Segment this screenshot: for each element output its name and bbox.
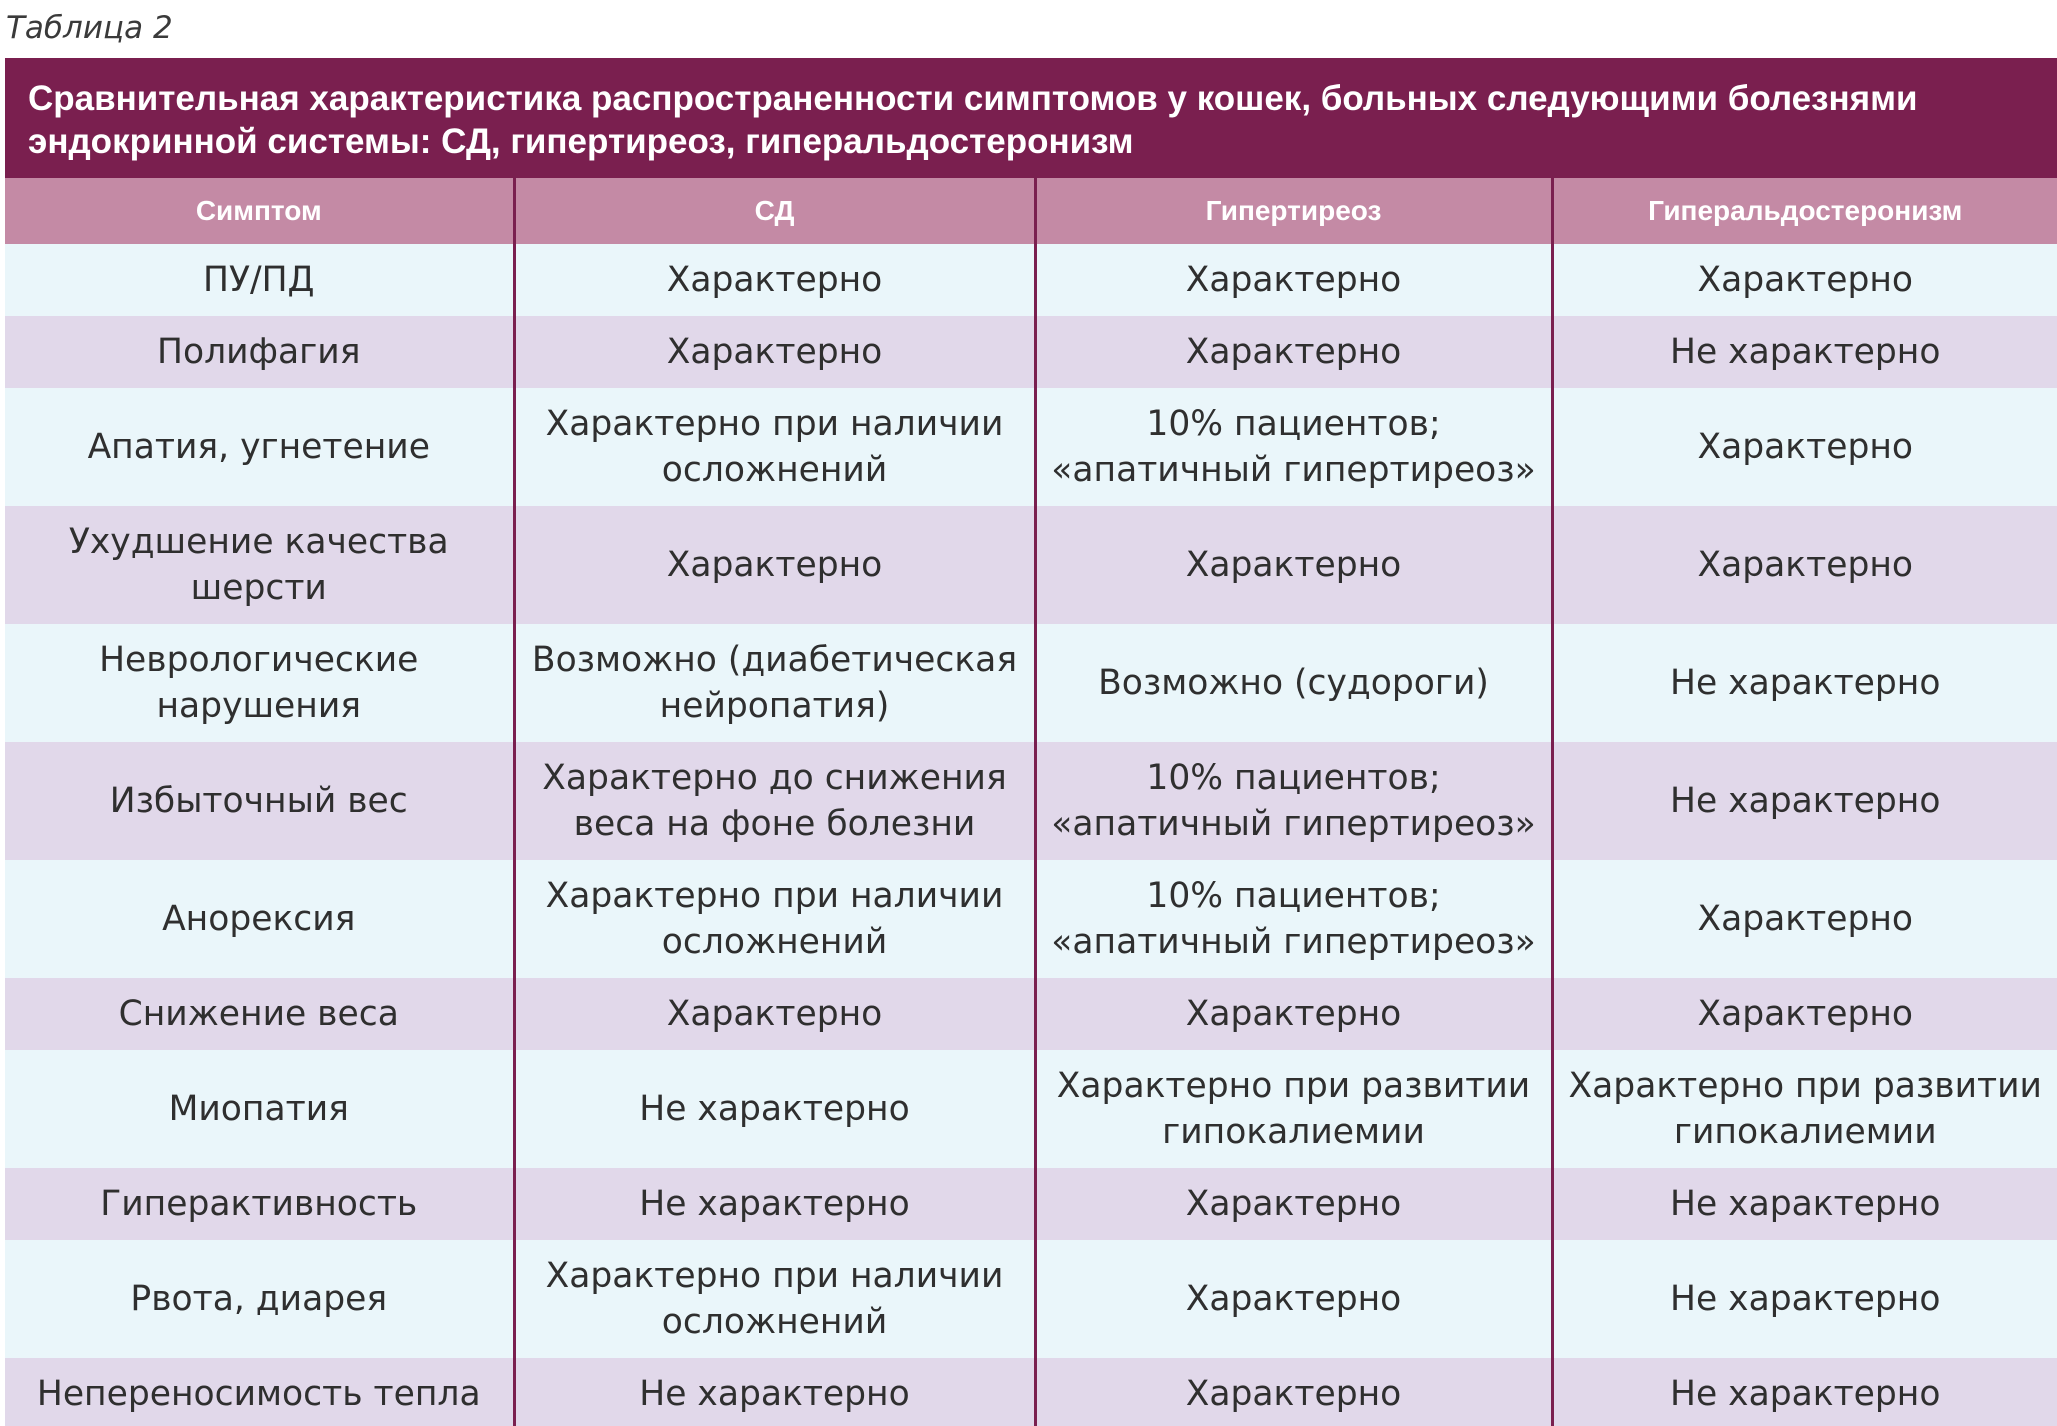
- header-diabetes: СД: [514, 178, 1035, 244]
- header-symptom: Симптом: [5, 178, 514, 244]
- table-row: [5, 624, 2057, 742]
- cell-hyperthyroidism: Характерно: [1035, 978, 1552, 1050]
- cell-hyperthyroidism: 10% пациентов; «апатичный гипертиреоз»: [1035, 388, 1552, 506]
- cell-symptom: Ухудшение качества шерсти: [5, 506, 514, 624]
- table-row: [5, 1240, 2057, 1358]
- cell-symptom: Анорексия: [5, 860, 514, 978]
- table-row: [5, 978, 2057, 1050]
- cell-symptom: Избыточный вес: [5, 742, 514, 860]
- cell-hyperthyroidism: Характерно при развитии гипокалиемии: [1035, 1050, 1552, 1168]
- table-row: [5, 244, 2057, 316]
- cell-hyperthyroidism: Характерно: [1035, 506, 1552, 624]
- cell-hyperthyroidism: Характерно: [1035, 316, 1552, 388]
- table-row: [5, 860, 2057, 978]
- cell-symptom: Снижение веса: [5, 978, 514, 1050]
- header-hyperthyroidism: Гипертиреоз: [1035, 178, 1552, 244]
- cell-hyperaldosteronism: Не характерно: [1552, 1168, 2057, 1240]
- cell-hyperaldosteronism: Не характерно: [1552, 624, 2057, 742]
- cell-symptom: Рвота, диарея: [5, 1240, 514, 1358]
- cell-hyperaldosteronism: Характерно: [1552, 244, 2057, 316]
- cell-hyperaldosteronism: Характерно: [1552, 860, 2057, 978]
- cell-hyperthyroidism: Характерно: [1035, 1168, 1552, 1240]
- cell-symptom: Гиперактивность: [5, 1168, 514, 1240]
- cell-diabetes: Характерно при наличии осложнений: [514, 1240, 1035, 1358]
- cell-hyperaldosteronism: Не характерно: [1552, 742, 2057, 860]
- cell-diabetes: Не характерно: [514, 1358, 1035, 1426]
- cell-symptom: Апатия, угнетение: [5, 388, 514, 506]
- cell-hyperthyroidism: 10% пациентов; «апатичный гипертиреоз»: [1035, 860, 1552, 978]
- cell-hyperaldosteronism: Характерно: [1552, 978, 2057, 1050]
- cell-symptom: ПУ/ПД: [5, 244, 514, 316]
- cell-hyperaldosteronism: Не характерно: [1552, 1358, 2057, 1426]
- title-banner: [5, 58, 2057, 178]
- cell-diabetes: Характерно при наличии осложнений: [514, 860, 1035, 978]
- table-row: [5, 742, 2057, 860]
- table-header-row: [5, 178, 2057, 244]
- table-row: [5, 1050, 2057, 1168]
- cell-diabetes: Характерно: [514, 244, 1035, 316]
- table-row: [5, 1168, 2057, 1240]
- cell-diabetes: Не характерно: [514, 1050, 1035, 1168]
- cell-symptom: Неврологические нарушения: [5, 624, 514, 742]
- table-caption: Таблица 2: [6, 10, 173, 46]
- cell-diabetes: Характерно: [514, 978, 1035, 1050]
- cell-hyperthyroidism: Характерно: [1035, 244, 1552, 316]
- cell-hyperaldosteronism: Характерно: [1552, 506, 2057, 624]
- cell-hyperaldosteronism: Не характерно: [1552, 316, 2057, 388]
- table-title: Сравнительная характеристика распространенности симптомов у кошек, больных следующими болезнями эндокринной системы: СД, гипертиреоз, гиперальдостеронизм: [28, 79, 1918, 161]
- header-hyperaldosteronism: Гиперальдостеронизм: [1552, 178, 2057, 244]
- cell-diabetes: Характерно до снижения веса на фоне болезни: [514, 742, 1035, 860]
- cell-diabetes: Характерно: [514, 506, 1035, 624]
- cell-hyperthyroidism: Возможно (судороги): [1035, 624, 1552, 742]
- cell-diabetes: Характерно при наличии осложнений: [514, 388, 1035, 506]
- cell-diabetes: Не характерно: [514, 1168, 1035, 1240]
- cell-symptom: Непереносимость тепла: [5, 1358, 514, 1426]
- cell-diabetes: Возможно (диабетическая нейропатия): [514, 624, 1035, 742]
- cell-hyperaldosteronism: Характерно при развитии гипокалиемии: [1552, 1050, 2057, 1168]
- symptom-comparison-table: [5, 178, 2057, 1426]
- cell-symptom: Полифагия: [5, 316, 514, 388]
- cell-symptom: Миопатия: [5, 1050, 514, 1168]
- table-row: [5, 506, 2057, 624]
- table-row: [5, 316, 2057, 388]
- cell-hyperthyroidism: Характерно: [1035, 1240, 1552, 1358]
- cell-diabetes: Характерно: [514, 316, 1035, 388]
- cell-hyperaldosteronism: Характерно: [1552, 388, 2057, 506]
- table-row: [5, 1358, 2057, 1426]
- cell-hyperthyroidism: 10% пациентов; «апатичный гипертиреоз»: [1035, 742, 1552, 860]
- cell-hyperthyroidism: Характерно: [1035, 1358, 1552, 1426]
- table-row: [5, 388, 2057, 506]
- cell-hyperaldosteronism: Не характерно: [1552, 1240, 2057, 1358]
- comparison-table-container: [5, 178, 2057, 1426]
